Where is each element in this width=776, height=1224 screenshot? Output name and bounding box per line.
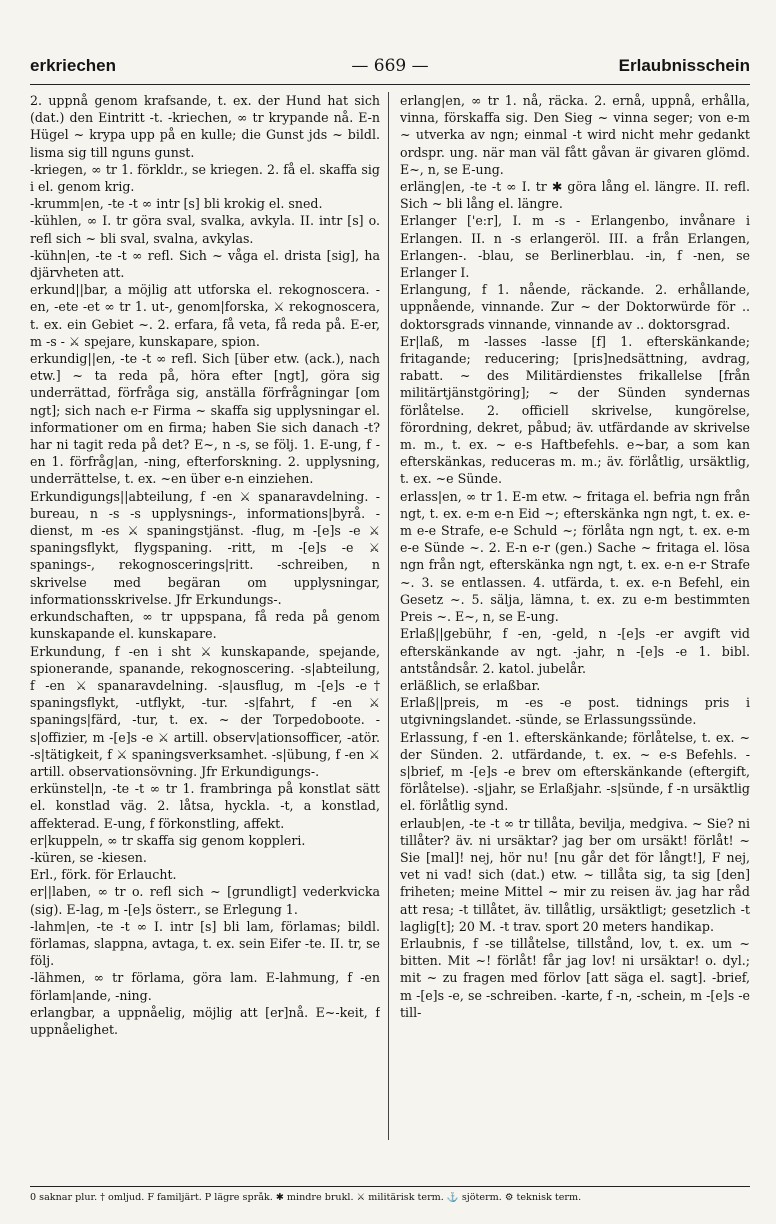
- dictionary-columns: [30, 92, 750, 1140]
- dictionary-entry: -kühlen, ∞ I. tr göra sval, svalka, avkyla. II. intr [s] o. refl sich ~ bli sval, svalna, avkylas.: [30, 213, 380, 246]
- left-column: [30, 92, 380, 1140]
- dictionary-entry: Er|laß, m -lasses -lasse [f] 1. efterskänkande; fritagande; reducering; [pris]nedsättning, avdrag, rabatt. ~ des Militärdienstes frikallelse [från militärtjänstgöring]; ~ der Sünden syndernas förlåtelse. 2. officiell skrivelse, kungörelse, förordning, dekret, påbud; äv. utfärdande av skrivelse m. m., t. ex. ~ e-s Haftbefehls. e~bar, a som kan efterskänkas, reduceras m. m.; äv. förlåtlig, ursäktlig, t. ex. ~e Sünde.: [400, 333, 750, 487]
- dictionary-entry: Erlaubnis, f -se tillåtelse, tillstånd, lov, t. ex. um ~ bitten. Mit ~! förlåt! får jag lov! ni ursäktar! o. dyl.; mit ~ zu fragen med förlov [att säga el. sagt]. -brief, m -[e]s -e, se -schreiben. -karte, f -n, -schein, m -[e]s -e till-: [400, 935, 750, 1020]
- dictionary-entry: erlaub|en, -te -t ∞ tr tillåta, bevilja, medgiva. ~ Sie? ni tillåter? äv. ni ursäktar? jag ber om ursäkt! förlåt! ~ Sie [mal]! nej, hör nu! [nu går det för långt!], F nej, vet ni vad! sich (dat.) etw. ~ tillåta sig, ta sig [den] friheten; meine Mittel ~ mir zu reisen äv. jag har råd att resa; -t tillåtet, äv. tillåtlig, ursäktligt; gesetzlich -t laglig[t]; 20 M. -t trav. sport 20 meters handikap.: [400, 815, 750, 934]
- header-rule: [30, 84, 750, 85]
- page-number: — 669 —: [351, 56, 429, 76]
- abbreviation-legend: 0 saknar plur. † omljud. F familjärt. P lägre språk. ✱ mindre brukl. ⚔ militärisk term. ⚓ sjöterm. ⚙ teknisk term.: [30, 1192, 582, 1203]
- dictionary-entry: -lahm|en, -te -t ∞ I. intr [s] bli lam, förlamas; bildl. förlamas, slappna, avtaga, t. ex. sein Eifer -te. II. tr, se följ.: [30, 918, 380, 969]
- dictionary-entry: erkundig||en, -te -t ∞ refl. Sich [über etw. (ack.), nach etw.] ~ ta reda på, höra efter [ngt], göra sig underrättad, förfråga sig, anställa förfrågningar [om ngt]; sich nach e-r Firma ~ skaffa sig upplysningar el. informationer om en firma; haben Sie sich danach -t? har ni tagit reda på det? E~, n -s, se följ. 1. E-ung, f -en 1. förfråg|an, -ning, efterforskning. 2. upplysning, underrättelse, t. ex. ~en über e-n einziehen.: [30, 351, 380, 487]
- dictionary-entry: er||laben, ∞ tr o. refl sich ~ [grundligt] vederkvicka (sig). E-lag, m -[e]s österr., se Erlegung 1.: [30, 884, 380, 917]
- column-divider: [388, 92, 389, 1140]
- dictionary-entry: erlang|en, ∞ tr 1. nå, räcka. 2. ernå, uppnå, erhålla, vinna, förskaffa sig. Den Sieg ~ vinna seger; von e-m ~ utverka av ngn; einmal -t wird nicht mehr gedankt ordspr. ung. när man väl fått gåvan är givaren glömd. E~, n, se E-ung.: [400, 93, 750, 177]
- dictionary-entry: Erlanger ['e:r], I. m -s - Erlangenbo, invånare i Erlangen. II. n -s erlangeröl. III. a från Erlangen, Erlangen-. -blau, se Berlinerblau. -in, f -nen, se Erlanger I.: [400, 213, 750, 281]
- page-header: [30, 56, 750, 82]
- dictionary-entry: Erlaß||preis, m -es -e post. tidnings pris i utgivningslandet. -sünde, se Erlassungssünde.: [400, 695, 750, 728]
- dictionary-entry: Erkundigungs||abteilung, f -en ⚔ spanaravdelning. -bureau, n -s -s upplysnings-, informations|byrå. -dienst, m -es ⚔ spaningstjänst. -flug, m -[e]s -e ⚔ spaningsflykt, flygspaning. -ritt, m -[e]s -e ⚔ spanings-, rekognoscerings|ritt. -schreiben, n skrivelse med begäran om upplysningar, informationsskrivelse. Jfr Erkundungs-.: [30, 488, 380, 607]
- dictionary-entry: Erlassung, f -en 1. efterskänkande; förlåtelse, t. ex. ~ der Sünden. 2. utfärdande, t. ex. ~ e-s Befehls. -s|brief, m -[e]s -e brev om efterskänkande (eftergift, förlåtelse). -s|jahr, se Erlaßjahr. -s|sünde, f -n ursäktlig el. förlåtlig synd.: [400, 729, 750, 814]
- dictionary-entry: erläng|en, -te -t ∞ I. tr ✱ göra lång el. längre. II. refl. Sich ~ bli lång el. längre.: [400, 179, 750, 212]
- dictionary-entry: Erlaß||gebühr, f -en, -geld, n -[e]s -er avgift vid efterskänkande av ngt. -jahr, n -[e]s -e 1. bibl. antståndsår. 2. katol. jubelår.: [400, 626, 750, 676]
- dictionary-entry: -küren, se -kiesen.: [30, 849, 147, 865]
- dictionary-entry: erkundschaften, ∞ tr uppspana, få reda på genom kunskapande el. kunskapare.: [30, 609, 380, 642]
- header-last-headword: Erlaubnisschein: [618, 56, 750, 75]
- dictionary-entry: erkund||bar, a möjlig att utforska el. rekognoscera. -en, -ete -et ∞ tr 1. ut-, genom|forska, ⚔ rekognoscera, t. ex. ein Gebiet ~. 2. erfara, få veta, få reda på. E-er, m -s - ⚔ spejare, kunskapare, spion.: [30, 282, 380, 349]
- dictionary-entry: 2. uppnå genom krafsande, t. ex. der Hund hat sich (dat.) den Eintritt -t. -kriechen, ∞ tr krypande nå. E-n Hügel ~ krypa upp på en kulle; die Gunst jds ~ bildl. lisma sig till nguns gunst.: [30, 93, 380, 160]
- dictionary-entry: erkünstel|n, -te -t ∞ tr 1. frambringa på konstlat sätt el. konstlad väg. 2. låtsa, hyckla. -t, a konstlad, affekterad. E-ung, f förkonstling, affekt.: [30, 781, 380, 831]
- right-column: [400, 92, 750, 1140]
- dictionary-entry: Erlangung, f 1. nående, räckande. 2. erhållande, uppnående, vinnande. Zur ~ der Doktorwürde för .. doktorsgrads vinnande, vinnande av .. doktorsgrad.: [400, 282, 750, 332]
- dictionary-entry: erläßlich, se erlaßbar.: [400, 677, 541, 693]
- dictionary-entry: -lähmen, ∞ tr förlama, göra lam. E-lahmung, f -en förlam|ande, -ning.: [30, 970, 380, 1003]
- dictionary-entry: erlass|en, ∞ tr 1. E-m etw. ~ fritaga el. befria ngn från ngt, t. ex. e-m e-n Eid ~; efterskänka ngn ngt, t. ex. e-m e-e Strafe, e-e Schuld ~; förlåta ngn ngt, t. ex. e-m e-e Sünde ~. 2. E-n e-r (gen.) Sache ~ fritaga el. lösa ngn från ngt, efterskänka ngn ngt, t. ex. e-n e-r Strafe ~. 3. se entlassen. 4. utfärda, t. ex. e-n Befehl, ein Gesetz ~. 5. sälja, lämna, t. ex. zu e-m bestimmten Preis ~. E~, n, se E-ung.: [400, 488, 750, 625]
- dictionary-entry: Erl., förk. för Erlaucht.: [30, 867, 177, 883]
- dictionary-entry: erlangbar, a uppnåelig, möjlig att [er]nå. E~-keit, f uppnåelighet.: [30, 1004, 380, 1037]
- header-first-headword: erkriechen: [30, 56, 116, 75]
- dictionary-entry: Erkundung, f -en i sht ⚔ kunskapande, spejande, spionerande, spanande, rekognoscering. -s|abteilung, f -en ⚔ spanaravdelning. -s|ausflug, m -[e]s -e† spaningsflykt, -utflykt, -tur. -s|fahrt, f -en ⚔ spanings|färd, -tur, t. ex. ~ der Torpedoboote. -s|offizier, m -[e]s -e ⚔ artill. observ|ationsofficer, -atör. -s|tätigkeit, f ⚔ spaningsverksamhet. -s|übung, f -en ⚔ artill. observationsövning. Jfr Erkundigungs-.: [30, 643, 380, 779]
- footer-rule: [30, 1186, 750, 1187]
- dictionary-entry: -kriegen, ∞ tr 1. förkldr., se kriegen. 2. få el. skaffa sig i el. genom krig.: [30, 161, 380, 195]
- dictionary-entry: -kühn|en, -te -t ∞ refl. Sich ~ våga el. drista [sig], ha djärvheten att.: [30, 247, 380, 281]
- dictionary-entry: -krumm|en, -te -t ∞ intr [s] bli krokig el. sned.: [30, 196, 323, 212]
- dictionary-entry: er|kuppeln, ∞ tr skaffa sig genom koppleri.: [30, 832, 306, 848]
